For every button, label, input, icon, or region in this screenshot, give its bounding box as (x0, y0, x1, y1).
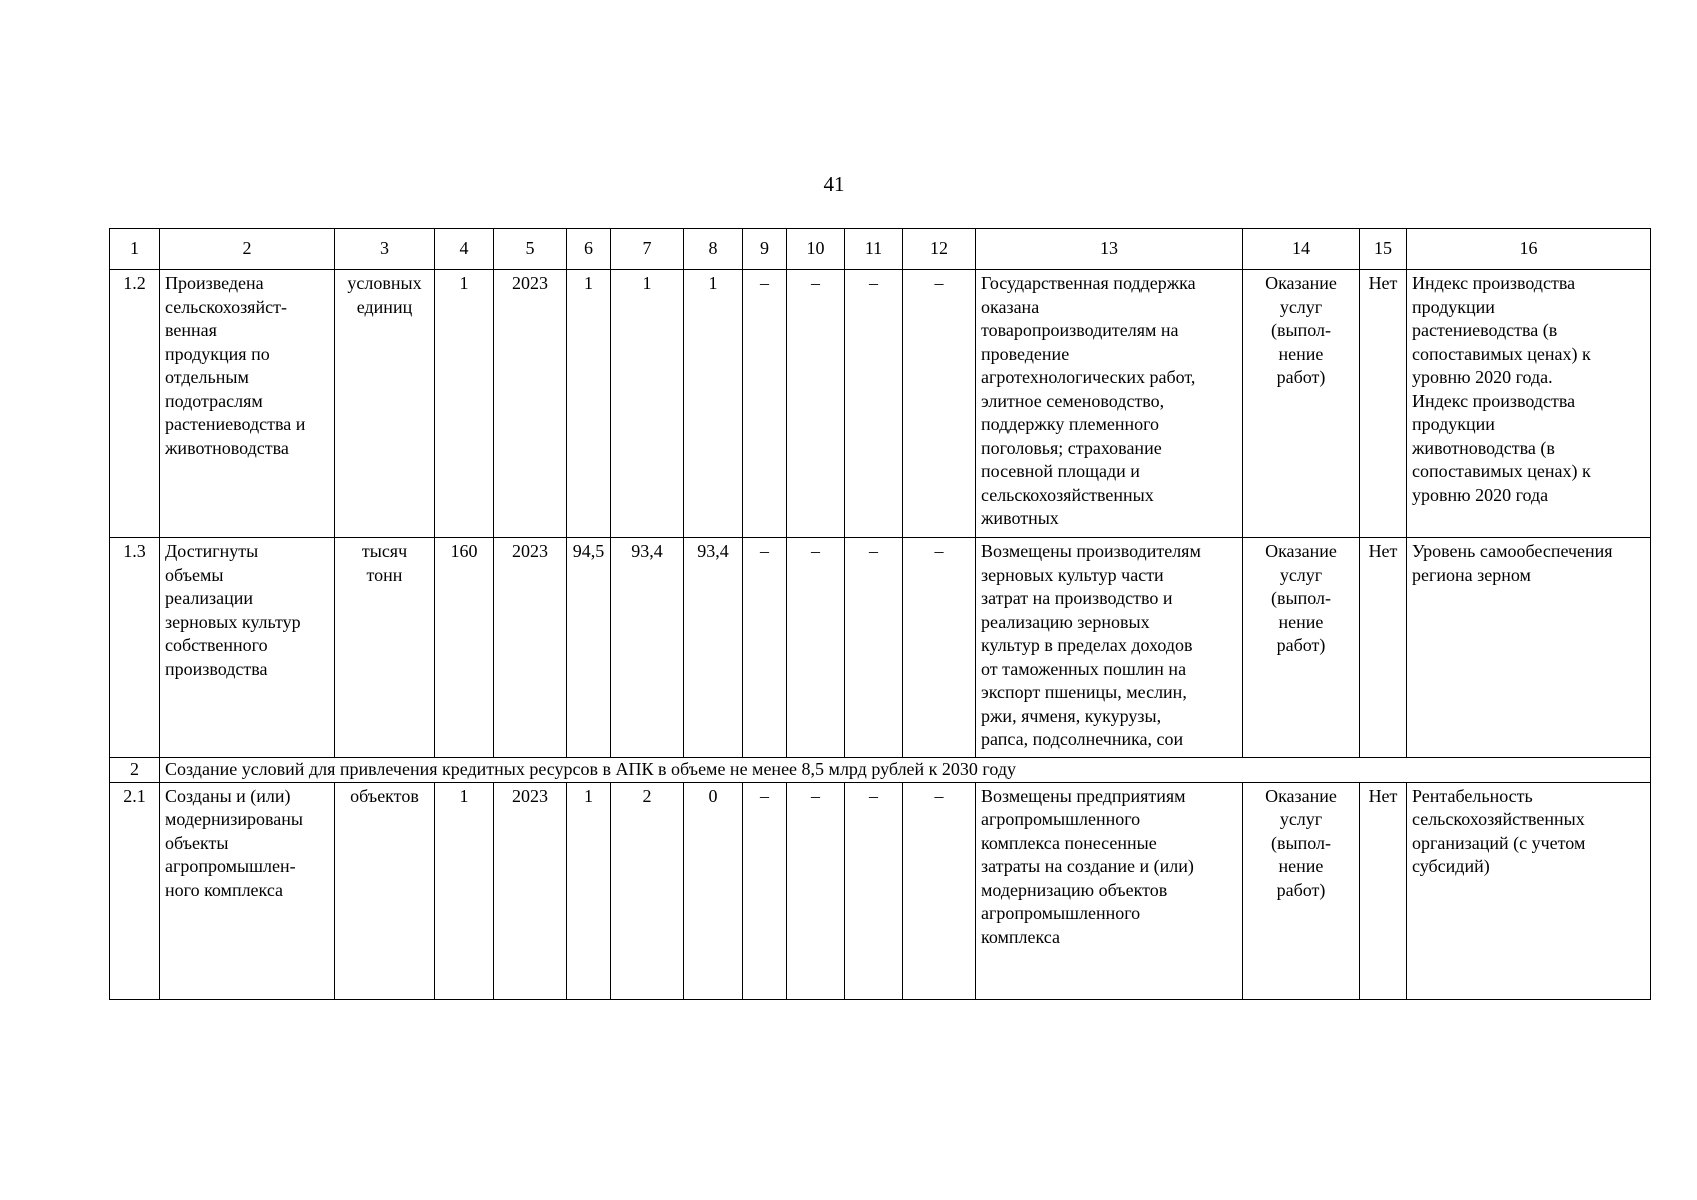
result-name-cell (160, 538, 335, 758)
text-line: отдельным (165, 367, 249, 387)
text-line: Индекс производства (1412, 273, 1576, 293)
linked-indicator-cell (1407, 538, 1651, 758)
header-cell: 16 (1407, 229, 1651, 270)
value-cell: – (743, 270, 787, 538)
text-line: комплекса (981, 926, 1060, 947)
text-line: рапса, подсолнечника, сои (981, 729, 1184, 749)
text-line: экспорт пшеницы, меслин, (981, 682, 1187, 702)
header-cell: 2 (160, 229, 335, 270)
text-line: продукции (1412, 414, 1495, 434)
text-line: агропромышлен- (165, 856, 296, 876)
linked-indicator-cell (1407, 270, 1651, 538)
text-line: ного комплекса (165, 879, 284, 900)
text-line: тонн (366, 564, 403, 585)
table-row (110, 270, 1651, 538)
text-line: нение (1278, 856, 1324, 876)
value-cell: – (845, 270, 903, 538)
row-number: 1.2 (110, 270, 160, 538)
text-line: субсидий) (1412, 856, 1490, 876)
header-cell: 5 (494, 229, 567, 270)
text-line: (выпол- (1271, 588, 1331, 608)
header-cell: 3 (335, 229, 435, 270)
text-line: зерновых культур (165, 611, 301, 632)
value-cell: – (903, 538, 976, 758)
value-cell: 94,5 (567, 538, 611, 758)
text-line: производства (165, 658, 268, 679)
text-line: от таможенных пошлин на (981, 658, 1187, 679)
text-line: комплекса понесенные (981, 832, 1157, 853)
text-line: элитное семеноводство, (981, 390, 1165, 411)
text-line: тысяч (361, 541, 408, 561)
text-line: Возмещены предприятиям (981, 785, 1186, 806)
result-name-cell (160, 270, 335, 538)
table-row (110, 782, 1651, 999)
table-row (110, 538, 1651, 758)
text-line: (выпол- (1271, 320, 1331, 340)
value-cell: 1 (567, 782, 611, 999)
text-line: Произведена (165, 273, 264, 293)
text-line: уровню 2020 года. (1412, 367, 1553, 387)
text-line: единиц (356, 296, 413, 317)
text-line: зерновых культур части (981, 564, 1164, 585)
header-cell: 11 (845, 229, 903, 270)
type-cell (1243, 782, 1360, 999)
value-cell: – (743, 538, 787, 758)
text-line: растениеводства и (165, 414, 306, 434)
text-line: Оказание (1265, 541, 1337, 561)
text-line: Оказание (1265, 273, 1337, 293)
header-row (110, 229, 1651, 270)
text-line: агропромышленного (981, 903, 1141, 923)
text-line: сельскохозяйственных (981, 484, 1154, 505)
text-line: продукция по (165, 343, 270, 364)
description-cell (976, 538, 1243, 758)
value-cell: – (903, 270, 976, 538)
text-line: услуг (1279, 809, 1323, 829)
text-line: услуг (1279, 564, 1323, 585)
base-value-cell: 1 (435, 270, 494, 538)
text-line: работ) (1276, 367, 1326, 387)
text-line: модернизацию объектов (981, 879, 1168, 900)
text-line: венная (165, 320, 217, 340)
text-line: поголовья; страхование (981, 437, 1162, 458)
text-line: животных (981, 508, 1059, 528)
result-name-cell (160, 782, 335, 999)
value-cell: 93,4 (611, 538, 684, 758)
text-line: поддержку племенного (981, 414, 1160, 434)
text-line: оказана (981, 296, 1040, 317)
text-line: условных (347, 273, 422, 293)
text-line: Созданы и (или) (165, 785, 291, 806)
value-cell: 1 (611, 270, 684, 538)
text-line: посевной площади и (981, 461, 1140, 481)
text-line: организаций (с учетом (1412, 832, 1586, 853)
text-line: агротехнологических работ, (981, 367, 1196, 387)
text-line: Оказание (1265, 785, 1337, 806)
flag-cell: Нет (1360, 538, 1407, 758)
text-line: товаропроизводителям на (981, 320, 1179, 340)
text-line: животноводства (165, 437, 289, 458)
header-cell: 8 (684, 229, 743, 270)
text-line: Рентабельность (1412, 785, 1533, 806)
header-cell: 1 (110, 229, 160, 270)
text-line: растениеводства (в (1412, 320, 1558, 340)
header-cell: 13 (976, 229, 1243, 270)
value-cell: – (845, 782, 903, 999)
text-line: сопоставимых ценах) к (1412, 343, 1591, 364)
row-number: 2.1 (110, 782, 160, 999)
indicators-table (109, 228, 1651, 1000)
value-cell: 0 (684, 782, 743, 999)
value-cell: 1 (684, 270, 743, 538)
text-line: проведение (981, 343, 1070, 364)
text-line: затрат на производство и (981, 588, 1173, 608)
text-line: Индекс производства (1412, 390, 1576, 411)
text-line: работ) (1276, 879, 1326, 900)
linked-indicator-cell (1407, 782, 1651, 999)
year-cell: 2023 (494, 782, 567, 999)
value-cell: – (787, 538, 845, 758)
text-line: культур в пределах доходов (981, 635, 1193, 655)
base-value-cell: 160 (435, 538, 494, 758)
flag-cell: Нет (1360, 270, 1407, 538)
value-cell: 2 (611, 782, 684, 999)
value-cell: – (787, 782, 845, 999)
unit-cell (335, 270, 435, 538)
text-line: объекты (165, 832, 229, 853)
description-cell (976, 782, 1243, 999)
text-line: собственного (165, 635, 268, 655)
text-line: (выпол- (1271, 832, 1331, 853)
type-cell (1243, 270, 1360, 538)
text-line: ржи, ячменя, кукурузы, (981, 705, 1162, 726)
header-cell: 12 (903, 229, 976, 270)
header-cell: 10 (787, 229, 845, 270)
row-number: 1.3 (110, 538, 160, 758)
text-line: Государственная поддержка (981, 273, 1196, 293)
header-cell: 14 (1243, 229, 1360, 270)
text-line: региона зерном (1412, 564, 1531, 585)
text-line: объемы (165, 564, 224, 585)
header-cell: 6 (567, 229, 611, 270)
section-row (110, 758, 1651, 783)
value-cell: 93,4 (684, 538, 743, 758)
section-title: Создание условий для привлечения кредитных ресурсов в АПК в объеме не менее 8,5 млрд рублей к 2030 году (160, 758, 1651, 783)
base-value-cell: 1 (435, 782, 494, 999)
text-line: объектов (350, 785, 419, 806)
value-cell: – (845, 538, 903, 758)
text-line: Возмещены производителям (981, 541, 1201, 561)
text-line: нение (1278, 343, 1324, 364)
text-line: подотраслям (165, 390, 263, 411)
header-cell: 15 (1360, 229, 1407, 270)
value-cell: 1 (567, 270, 611, 538)
unit-cell (335, 538, 435, 758)
text-line: животноводства (в (1412, 437, 1555, 458)
text-line: уровню 2020 года (1412, 484, 1549, 505)
text-line: нение (1278, 611, 1324, 632)
value-cell: – (787, 270, 845, 538)
year-cell: 2023 (494, 270, 567, 538)
header-cell: 9 (743, 229, 787, 270)
page-number: 41 (823, 172, 845, 196)
header-cell: 7 (611, 229, 684, 270)
text-line: сопоставимых ценах) к (1412, 461, 1591, 481)
text-line: работ) (1276, 635, 1326, 655)
text-line: сельскохозяйст- (165, 296, 287, 317)
flag-cell: Нет (1360, 782, 1407, 999)
text-line: сельскохозяйственных (1412, 809, 1585, 829)
type-cell (1243, 538, 1360, 758)
value-cell: – (743, 782, 787, 999)
description-cell (976, 270, 1243, 538)
text-line: агропромышленного (981, 809, 1141, 829)
year-cell: 2023 (494, 538, 567, 758)
text-line: услуг (1279, 296, 1323, 317)
text-line: реализации (165, 588, 253, 608)
text-line: Достигнуты (165, 541, 259, 561)
unit-cell (335, 782, 435, 999)
text-line: затраты на создание и (или) (981, 856, 1194, 876)
section-number: 2 (110, 758, 160, 783)
text-line: модернизированы (165, 809, 304, 829)
header-cell: 4 (435, 229, 494, 270)
text-line: продукции (1412, 296, 1495, 317)
value-cell: – (903, 782, 976, 999)
text-line: Уровень самообеспечения (1412, 541, 1613, 561)
text-line: реализацию зерновых (981, 611, 1150, 632)
